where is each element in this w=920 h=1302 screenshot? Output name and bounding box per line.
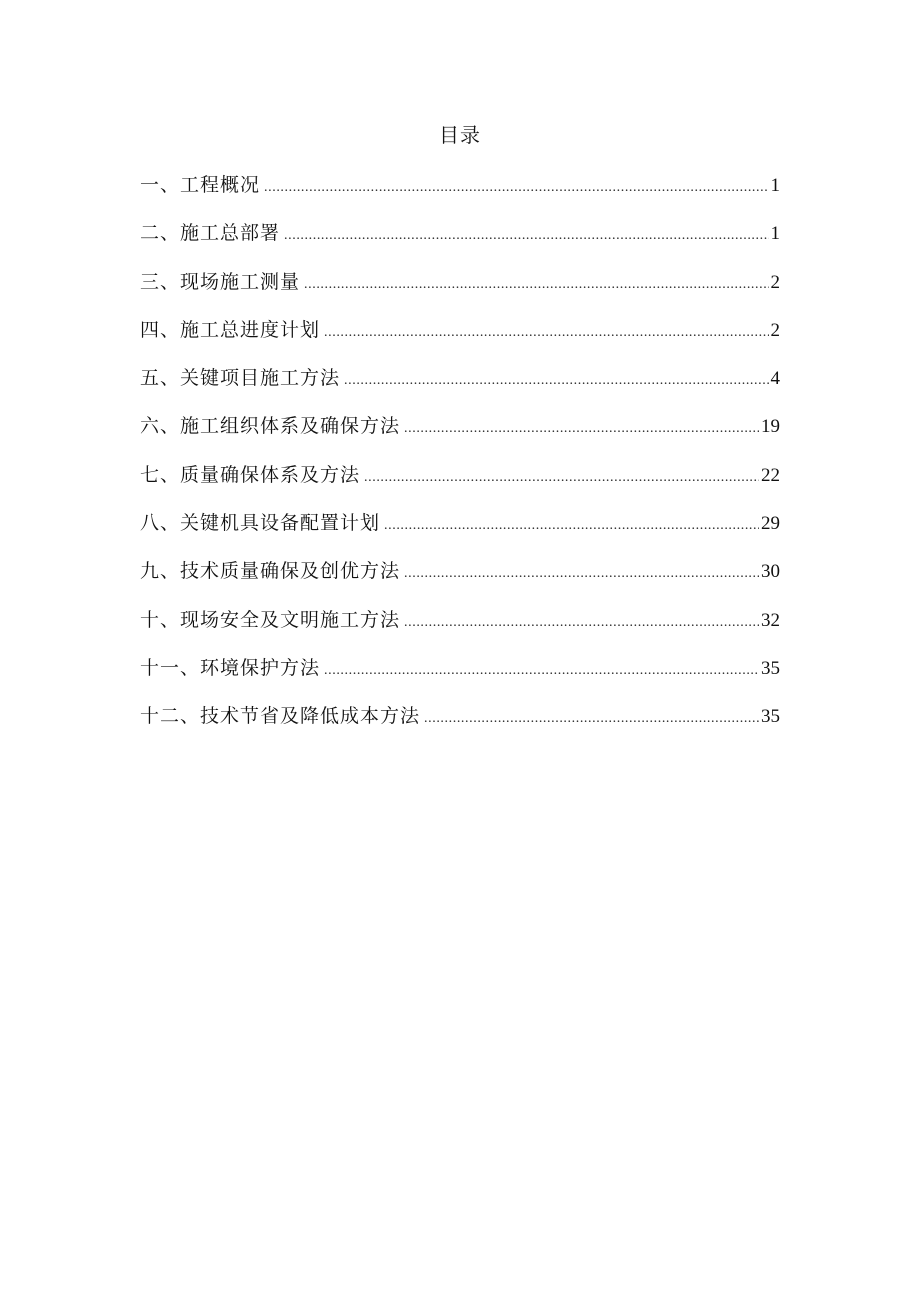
toc-dot-leader: [304, 268, 768, 302]
toc-entry[interactable]: [140, 603, 780, 651]
table-of-contents: [140, 168, 780, 748]
toc-entry-label: 一、工程概况: [140, 174, 261, 196]
toc-dot-leader: [324, 654, 759, 688]
toc-entry[interactable]: [140, 168, 780, 216]
toc-entry-page-number: 35: [761, 657, 780, 679]
toc-entry-page-number: 4: [770, 368, 780, 390]
toc-dot-leader: [324, 316, 768, 350]
toc-entry-label: 十二、技术节省及降低成本方法: [140, 705, 421, 728]
toc-title: 目录: [439, 123, 481, 147]
toc-entry-page-number: 22: [761, 464, 780, 486]
toc-entry-label: 七、质量确保体系及方法: [140, 463, 361, 486]
toc-entry-page-number: 30: [761, 561, 780, 583]
toc-entry[interactable]: [140, 313, 780, 361]
toc-entry[interactable]: [140, 651, 780, 699]
toc-entry-page-number: 2: [770, 319, 780, 341]
toc-entry-label: 八、关键机具设备配置计划: [140, 512, 381, 535]
toc-entry-label: 六、施工组织体系及确保方法: [140, 415, 401, 438]
toc-entry[interactable]: [140, 361, 780, 409]
toc-dot-leader: [344, 364, 768, 398]
toc-entry-page-number: 1: [770, 175, 780, 196]
toc-dot-leader: [284, 219, 768, 253]
toc-entry-label: 四、施工总进度计划: [140, 318, 321, 341]
toc-entry-page-number: 19: [761, 416, 780, 438]
toc-entry[interactable]: [140, 265, 780, 313]
toc-entry-label: 五、关键项目施工方法: [140, 367, 341, 390]
toc-entry[interactable]: [140, 554, 780, 602]
toc-entry-page-number: 32: [761, 609, 780, 631]
toc-dot-leader: [384, 509, 759, 543]
toc-entry[interactable]: [140, 699, 780, 747]
toc-dot-leader: [404, 557, 759, 591]
toc-dot-leader: [364, 461, 759, 495]
toc-entry[interactable]: [140, 506, 780, 554]
toc-entry-label: 九、技术质量确保及创优方法: [140, 560, 401, 583]
toc-entry-label: 十、现场安全及文明施工方法: [140, 608, 401, 631]
toc-entry-page-number: 2: [770, 271, 780, 293]
toc-dot-leader: [264, 171, 768, 205]
toc-dot-leader: [404, 412, 759, 446]
toc-entry-page-number: 35: [761, 706, 780, 728]
toc-entry-label: 十一、环境保护方法: [140, 656, 321, 679]
toc-entry-page-number: 1: [770, 223, 780, 245]
toc-entry[interactable]: [140, 458, 780, 506]
toc-entry-label: 二、施工总部署: [140, 222, 281, 245]
toc-entry-page-number: 29: [761, 513, 780, 535]
toc-entry[interactable]: [140, 216, 780, 264]
toc-entry-label: 三、现场施工测量: [140, 270, 301, 293]
toc-dot-leader: [424, 702, 759, 736]
toc-entry[interactable]: [140, 409, 780, 457]
toc-dot-leader: [404, 606, 759, 640]
